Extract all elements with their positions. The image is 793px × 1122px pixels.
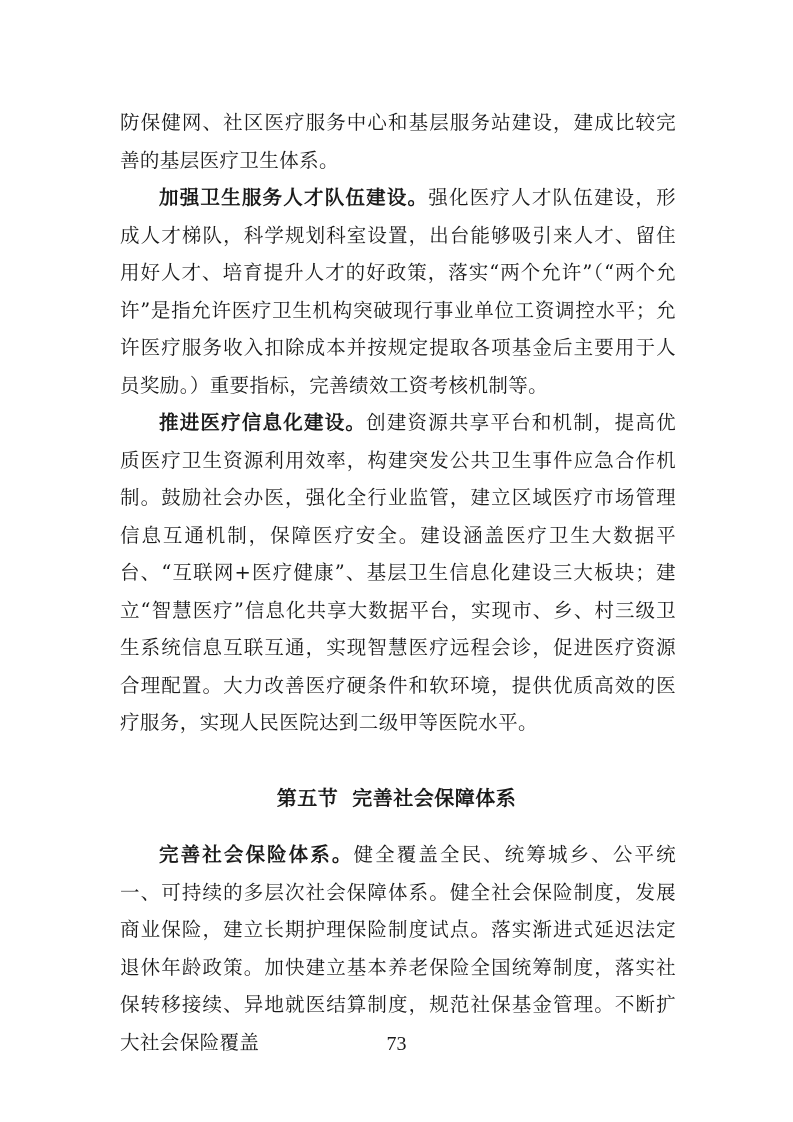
paragraph-lead: 完善社会保险体系。 xyxy=(159,843,354,866)
page-number: 73 xyxy=(386,1033,407,1055)
section-heading xyxy=(0,780,793,818)
body-text-top xyxy=(120,104,676,742)
paragraph-text: 防保健网、社区医疗服务中心和基层服务站建设，建成比较完善的基层医疗卫生体系。 xyxy=(120,111,676,172)
paragraph-text: 强化医疗人才队伍建设，形成人才梯队，科学规划科室设置，出台能够吸引来人才、留住用好人才、培育提升人才的好政策，落实“两个允许”（“两个允许”是指允许医疗卫生机构突破现行事业单位工资调控水平；允许医疗服务收入扣除成本并按规定提取各项基金后主要用于人员奖励。）重要指标，完善绩效工资考核机制等。 xyxy=(120,186,676,397)
paragraph-text: 创建资源共享平台和机制，提高优质医疗卫生资源利用效率，构建突发公共卫生事件应急合作机制。鼓励社会办医，强化全行业监管，建立区域医疗市场管理信息互通机制，保障医疗安全。建设涵盖医疗卫生大数据平台、“互联网+医疗健康”、基层卫生信息化建设三大板块；建立“智慧医疗”信息化共享大数据平台，实现市、乡、村三级卫生系统信息互联互通，实现智慧医疗远程会诊，促进医疗资源合理配置。大力改善医疗硬条件和软环境，提供优质高效的医疗服务，实现人民医院达到二级甲等医院水平。 xyxy=(120,411,676,734)
body-text-bottom xyxy=(120,836,676,1061)
section-title: 完善社会保障体系 xyxy=(352,786,517,810)
paragraph-lead: 加强卫生服务人才队伍建设。 xyxy=(159,186,429,209)
paragraph-text: 健全覆盖全民、统筹城乡、公平统一、可持续的多层次社会保障体系。健全社会保险制度，发展商业保险，建立长期护理保险制度试点。落实渐进式延迟法定退休年龄政策。加快建立基本养老保险全国统筹制度，落实社保转移接续、异地就医结算制度，规范社保基金管理。不断扩大社会保险覆盖 xyxy=(120,843,676,1054)
paragraph-lead: 推进医疗信息化建设。 xyxy=(159,411,367,434)
paragraph-talent xyxy=(120,179,676,404)
paragraph-informatization xyxy=(120,404,676,742)
paragraph-social-insurance xyxy=(120,836,676,1061)
section-number: 第五节 xyxy=(276,786,339,810)
paragraph-continuation xyxy=(120,104,676,179)
